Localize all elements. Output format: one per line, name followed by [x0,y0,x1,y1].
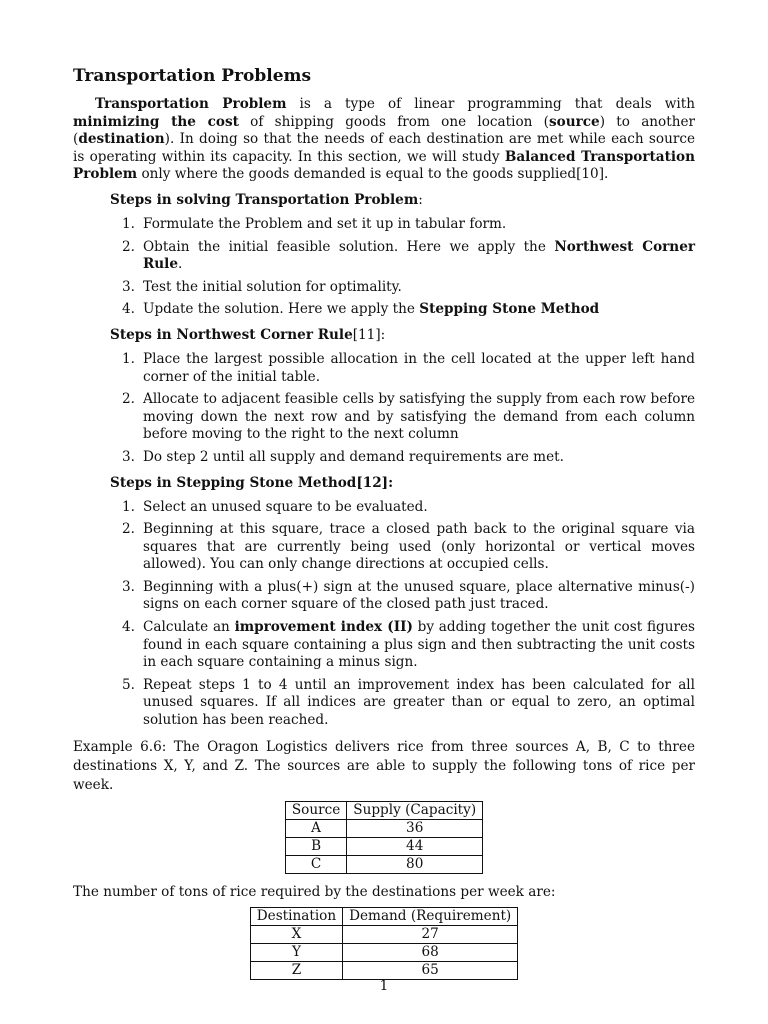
table-cell: Z [250,961,342,979]
solving-steps-list [73,216,695,319]
example-paragraph: Example 6.6: The Oragon Logistics delivers rice from three sources A, B, C to three destinations X, Y, and Z. The sources are able to supply the following tons of rice per week. [73,738,695,793]
table-header-cell: Destination [250,907,342,925]
intro-paragraph [73,96,695,184]
solving-heading [110,192,695,209]
list-text: Repeat steps 1 to 4 until an improvement index has been calculated for all unused squares. If all indices are greater than or equal to zero, an optimal solution has been reached. [143,676,695,729]
list-text: . [178,256,183,273]
list-item [122,215,695,234]
list-text: Beginning with a plus(+) sign at the unused square, place alternative minus(-) signs on each corner square of the closed path just traced. [143,578,695,613]
intro-bold-source: source [548,113,600,130]
table-cell: B [285,837,346,855]
list-number: 3. [122,578,135,595]
list-bold: Stepping Stone Method [419,301,600,318]
list-item [122,619,695,672]
table-header-row [250,907,517,925]
list-item [122,448,695,467]
list-bold: improvement index (II) [234,619,413,636]
list-text: Select an unused square to be evaluated. [143,498,428,515]
list-item [122,676,695,730]
table-cell: 65 [343,961,518,979]
list-bold: Northwest Corner Rule [143,238,696,273]
northwest-heading [110,327,695,344]
table-header-cell: Demand (Requirement) [343,907,518,925]
list-number: 2. [122,521,135,538]
intro-text: ) to another ( [73,113,695,148]
list-text: Obtain the initial feasible solution. Here we apply the [143,238,555,255]
intro-bold-balanced: Balanced Transportation Problem [73,148,695,183]
list-text: Do step 2 until all supply and demand requirements are met. [143,448,564,465]
table-header-cell: Supply (Capacity) [347,801,483,819]
list-text: by adding together the unit cost figures found in each square containing a plus sign and then subtracting the unit costs in each square containing a minus sign. [143,619,695,671]
table-row [285,819,482,837]
demand-table [250,907,518,980]
northwest-steps-list [73,351,695,467]
list-item [122,278,695,297]
list-item [122,350,695,386]
list-item [122,301,695,319]
table-row [250,943,517,961]
stepping-steps-list [73,499,695,730]
list-item [122,498,695,517]
table-cell: A [285,819,346,837]
table-header-cell: Source [285,801,346,819]
list-number: 2. [122,238,135,255]
list-text: Test the initial solution for optimality. [143,278,402,295]
intro-bold-destination: destination [78,131,165,148]
table-row [285,855,482,873]
list-item [122,391,695,444]
list-number: 2. [122,391,135,408]
list-text: Allocate to adjacent feasible cells by satisfying the supply from each row before moving down the next row and by satisfying the demand from each column before moving to the right to the next column [143,391,695,443]
demand-intro: The number of tons of rice required by the destinations per week are: [73,883,556,900]
list-number: 5. [122,676,135,693]
table-cell: 80 [347,855,483,873]
stepping-heading [110,475,695,492]
table-header-row [285,801,482,819]
northwest-heading-text: Steps in Northwest Corner Rule [110,326,353,343]
list-text: Beginning at this square, trace a closed path back to the original square via squares that are currently being used (only horizontal or vertical moves allowed). You can only change directions at occupied cells. [143,521,695,573]
document-page [73,66,695,980]
list-number: 3. [122,448,135,465]
table-cell: X [250,925,342,943]
list-number: 1. [122,215,135,232]
list-number: 1. [122,350,135,367]
intro-text: ). In doing so that the needs of each destination are met while each source is operating within its capacity. In this section, we will study [73,131,695,165]
table-cell: 68 [343,943,518,961]
stepping-heading-text: Steps in Stepping Stone Method[12]: [110,474,394,491]
list-item [122,238,696,274]
intro-text: is a type of linear programming that deals with [286,96,695,112]
list-number: 4. [122,619,135,636]
list-number: 3. [122,278,135,295]
table-row [250,925,517,943]
list-number: 4. [122,301,135,318]
table-row [285,837,482,855]
intro-text: only where the goods demanded is equal to the goods supplied[10]. [137,166,609,183]
list-text: Calculate an [143,619,235,636]
list-number: 1. [122,498,135,515]
table-cell: 44 [347,837,483,855]
table-cell: C [285,855,346,873]
list-text: Formulate the Problem and set it up in tabular form. [143,215,507,232]
table-cell: 27 [343,925,518,943]
table-row [250,961,517,979]
list-item [122,521,695,574]
intro-term: Transportation Problem [95,96,287,112]
section-title: Transportation Problems [73,66,312,86]
list-item [122,578,695,614]
list-text: Update the solution. Here we apply the [143,301,420,318]
table-cell: 36 [347,819,483,837]
intro-text: of shipping goods from one location ( [238,113,549,130]
solving-heading-suffix: : [418,191,423,208]
list-text: Place the largest possible allocation in the cell located at the upper left hand corner of the initial table. [143,350,695,385]
page-number: 1 [379,978,389,994]
northwest-heading-suffix: [11]: [352,326,386,343]
table-cell: Y [250,943,342,961]
supply-table [285,801,483,874]
solving-heading-text: Steps in solving Transportation Problem [110,191,419,208]
intro-bold-cost: minimizing the cost [73,113,239,130]
